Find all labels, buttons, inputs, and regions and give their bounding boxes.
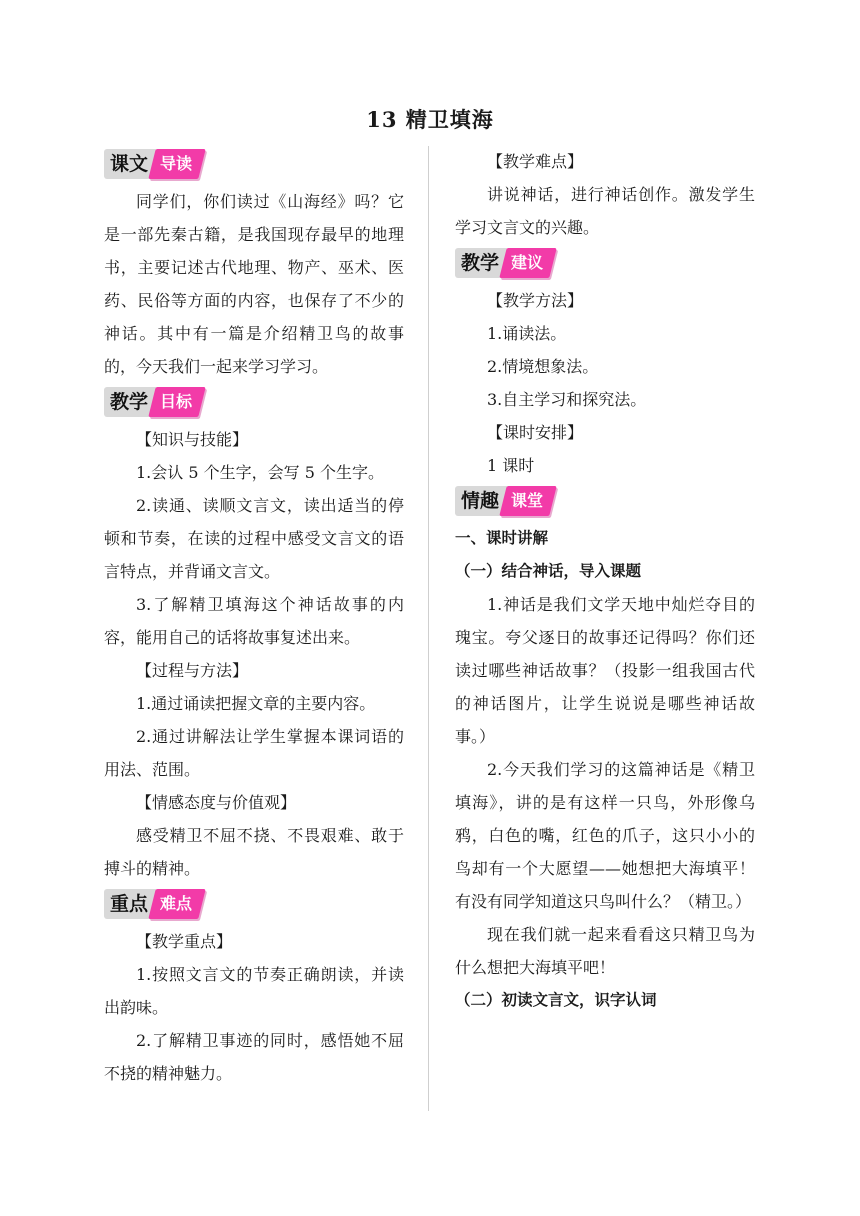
- method-item: 2.情境想象法。: [487, 357, 599, 376]
- section-header-tag: 建议: [499, 248, 556, 278]
- goal-item: 2.通过讲解法让学生掌握本课词语的用法、范围。: [104, 727, 404, 779]
- lecture-paragraph: 现在我们就一起来看看这只精卫鸟为什么想把大海填平吧！: [455, 925, 755, 977]
- method-item: 1.诵读法。: [487, 324, 567, 343]
- label-knowledge-skills: 【知识与技能】: [136, 430, 249, 449]
- section-header-key-points: [104, 889, 404, 919]
- attitude-text: 感受精卫不屈不挠、不畏艰难、敢于搏斗的精神。: [104, 826, 404, 878]
- section-header-main: 课文: [104, 149, 156, 179]
- section-header-main: 重点: [104, 889, 156, 919]
- section-header-main: 教学: [104, 387, 156, 417]
- section-header-tag: 导读: [148, 149, 205, 179]
- label-teaching-methods: 【教学方法】: [487, 291, 584, 310]
- subheading-intro-topic: （一）结合神话，导入课题: [455, 562, 642, 580]
- focus-item: 2.了解精卫事迹的同时，感悟她不屈不挠的精神魅力。: [104, 1031, 404, 1083]
- section-header-teaching-goals: [104, 387, 404, 417]
- page-title: 13 精卫填海: [366, 107, 494, 132]
- section-header-tag: 课堂: [499, 486, 556, 516]
- section-header-main: 情趣: [455, 486, 507, 516]
- label-teaching-difficulty: 【教学难点】: [487, 152, 584, 171]
- section-header-lesson-guide: [104, 149, 404, 179]
- label-schedule: 【课时安排】: [487, 423, 584, 442]
- right-column: [455, 145, 755, 1017]
- lecture-paragraph: 2.今天我们学习的这篇神话是《精卫填海》，讲的是有这样一只鸟，外形像乌鸦，白色的嘴，红色的爪子，这只小小的鸟却有一个大愿望——她想把大海填平！有没有同学知道这只鸟叫什么？（精卫。）: [455, 760, 755, 911]
- focus-item: 1.按照文言文的节奏正确朗读，并读出韵味。: [104, 965, 404, 1017]
- difficulty-text: 讲说神话，进行神话创作。激发学生学习文言文的兴趣。: [455, 185, 755, 237]
- section-header-teaching-suggestions: [455, 248, 755, 278]
- goal-item: 2.读通、读顺文言文，读出适当的停顿和节奏，在读的过程中感受文言文的语言特点，并背诵文言文。: [104, 496, 404, 581]
- label-attitude-values: 【情感态度与价值观】: [136, 793, 297, 812]
- column-divider: [428, 146, 429, 1111]
- section-header-tag: 难点: [148, 889, 205, 919]
- section-header-tag: 目标: [148, 387, 205, 417]
- goal-item: 3.了解精卫填海这个神话故事的内容，能用自己的话将故事复述出来。: [104, 595, 404, 647]
- schedule-text: 1 课时: [487, 456, 535, 475]
- intro-paragraph: 同学们，你们读过《山海经》吗？它是一部先秦古籍，是我国现存最早的地理书，主要记述古代地理、物产、巫术、医药、民俗等方面的内容，也保存了不少的神话。其中有一篇是介绍精卫鸟的故事的，今天我们一起来学习学习。: [104, 192, 404, 376]
- goal-item: 1.通过诵读把握文章的主要内容。: [136, 694, 376, 713]
- method-item: 3.自主学习和探究法。: [487, 390, 647, 409]
- subheading-first-reading: （二）初读文言文，识字认词: [455, 991, 657, 1009]
- label-process-methods: 【过程与方法】: [136, 661, 249, 680]
- section-header-main: 教学: [455, 248, 507, 278]
- goal-item: 1.会认 5 个生字，会写 5 个生字。: [136, 463, 384, 482]
- section-header-fun-classroom: [455, 486, 755, 516]
- left-column: [104, 145, 404, 1090]
- lecture-paragraph: 1.神话是我们文学天地中灿烂夺目的瑰宝。夸父逐日的故事还记得吗？你们还读过哪些神话故事？（投影一组我国古代的神话图片，让学生说说是哪些神话故事。）: [455, 595, 755, 746]
- section-heading-lecture: 一、课时讲解: [455, 529, 549, 547]
- label-teaching-focus: 【教学重点】: [136, 932, 233, 951]
